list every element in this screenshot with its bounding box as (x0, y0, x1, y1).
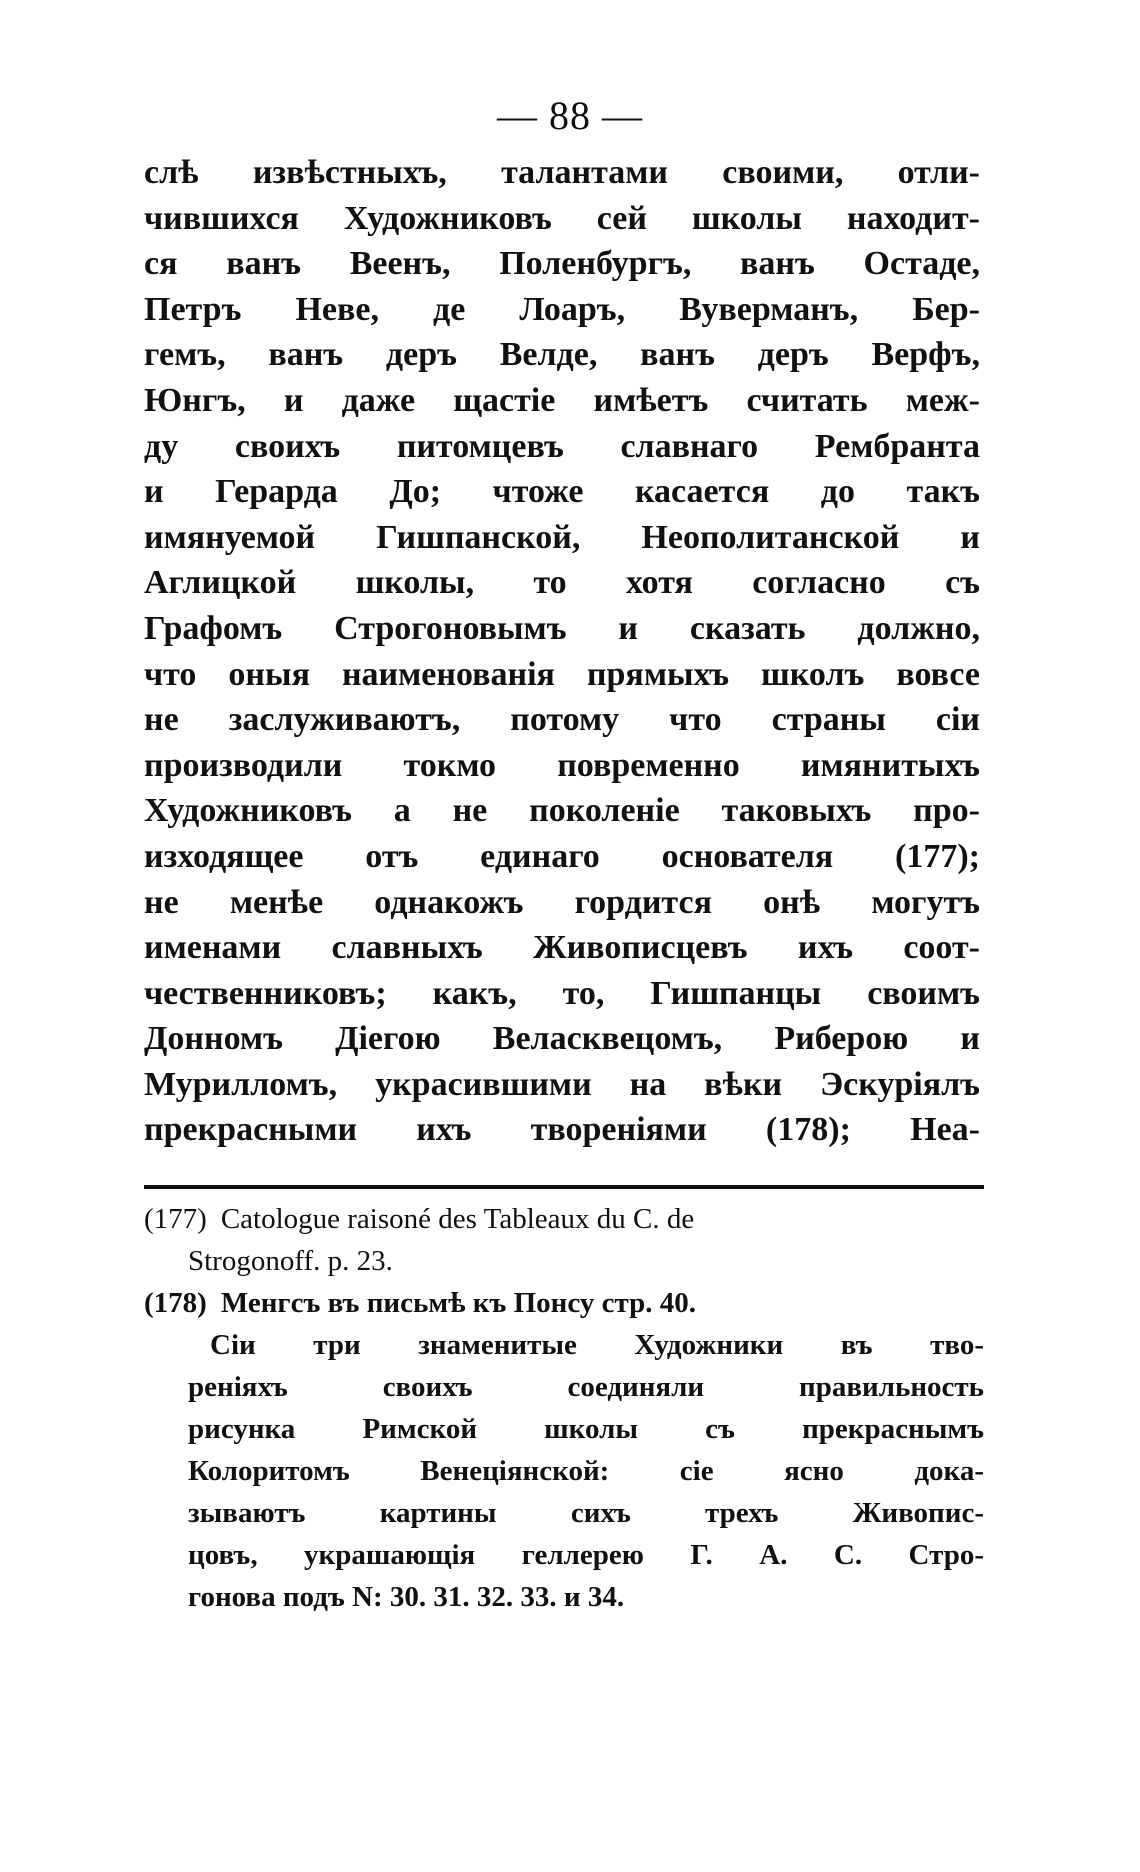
body-line: Графомъ Строгоновымъ и сказать должно, (144, 609, 980, 647)
footnote-line: зываютъ картины сихъ трехъ Живопис- (188, 1497, 984, 1529)
body-line: ду своихъ питомцевъ славнаго Рембранта (144, 427, 980, 465)
body-line: производили токмо повременно имянитыхъ (144, 746, 980, 784)
body-line: именами славныхъ Живописцевъ ихъ соот- (144, 929, 980, 967)
footnote-line: реніяхъ своихъ соединяли правильность (188, 1371, 984, 1403)
body-line: и Герарда До; чтоже касается до такъ (144, 473, 980, 511)
body-line: гемъ, ванъ деръ Велде, ванъ деръ Верфъ, (144, 336, 980, 374)
body-line: Художниковъ а не поколеніе таковыхъ про- (144, 792, 980, 830)
body-line: слѣ извѣстныхъ, талантами своими, отли- (144, 154, 980, 191)
body-line: Донномъ Діегою Веласквецомъ, Риберою и (144, 1020, 980, 1058)
body-line: Аглицкой школы, то хотя согласно съ (144, 564, 980, 602)
body-line: не менѣе однакожъ гордится онѣ могутъ (144, 883, 980, 921)
body-line: чившихся Художниковъ сей школы находит- (144, 199, 980, 237)
footnote-line: Сіи три знаменитые Художники въ тво- (210, 1329, 984, 1361)
footnote-marker: (177) (144, 1203, 207, 1235)
footnotes (144, 1198, 984, 1618)
footnote-line: Колоритомъ Венеціянской: сіе ясно дока- (188, 1455, 984, 1487)
body-line: не заслуживаютъ, потому что страны сіи (144, 701, 980, 739)
body-line: Петръ Неве, де Лоаръ, Вуверманъ, Бер- (144, 290, 980, 328)
footnote-177 (144, 1198, 984, 1240)
page-number: — 88 — (497, 93, 643, 138)
body-line: прекрасными ихъ твореніями (178); Неа- (144, 1111, 980, 1149)
body-line: Мурилломъ, украсившими на вѣки Эскуріялъ (144, 1065, 980, 1103)
footnote-178 (144, 1282, 984, 1324)
footnote-marker: (178) (144, 1287, 207, 1319)
footnote-line: цовъ, украшающія геллерею Г. А. С. Стро- (188, 1539, 984, 1571)
body-line: чественниковъ; какъ, то, Гишпанцы своимъ (144, 974, 980, 1012)
body-text (144, 150, 980, 1153)
footnote-text: Catologue raisoné des Tableaux du C. de (220, 1203, 695, 1235)
body-line: что оныя наименованія прямыхъ школъ вовсе (144, 655, 980, 693)
body-line: Юнгъ, и даже щастіе имѣетъ считать меж- (144, 381, 980, 419)
footnote-rule (144, 1185, 984, 1189)
footnote-177-continuation: Strogonoff. p. 23. (188, 1245, 393, 1277)
body-line: имянуемой Гишпанской, Неополитанской и (144, 518, 980, 556)
footnote-text: Менгсъ въ письмѣ къ Понсу стр. 40. (220, 1287, 696, 1319)
footnote-line: гонова подъ N: 30. 31. 32. 33. и 34. (188, 1581, 625, 1613)
footnote-line: рисунка Римской школы съ прекраснымъ (188, 1413, 984, 1445)
body-line: изходящее отъ единаго основателя (177); (144, 837, 980, 875)
body-line: ся ванъ Веенъ, Поленбургъ, ванъ Остаде, (144, 245, 980, 283)
